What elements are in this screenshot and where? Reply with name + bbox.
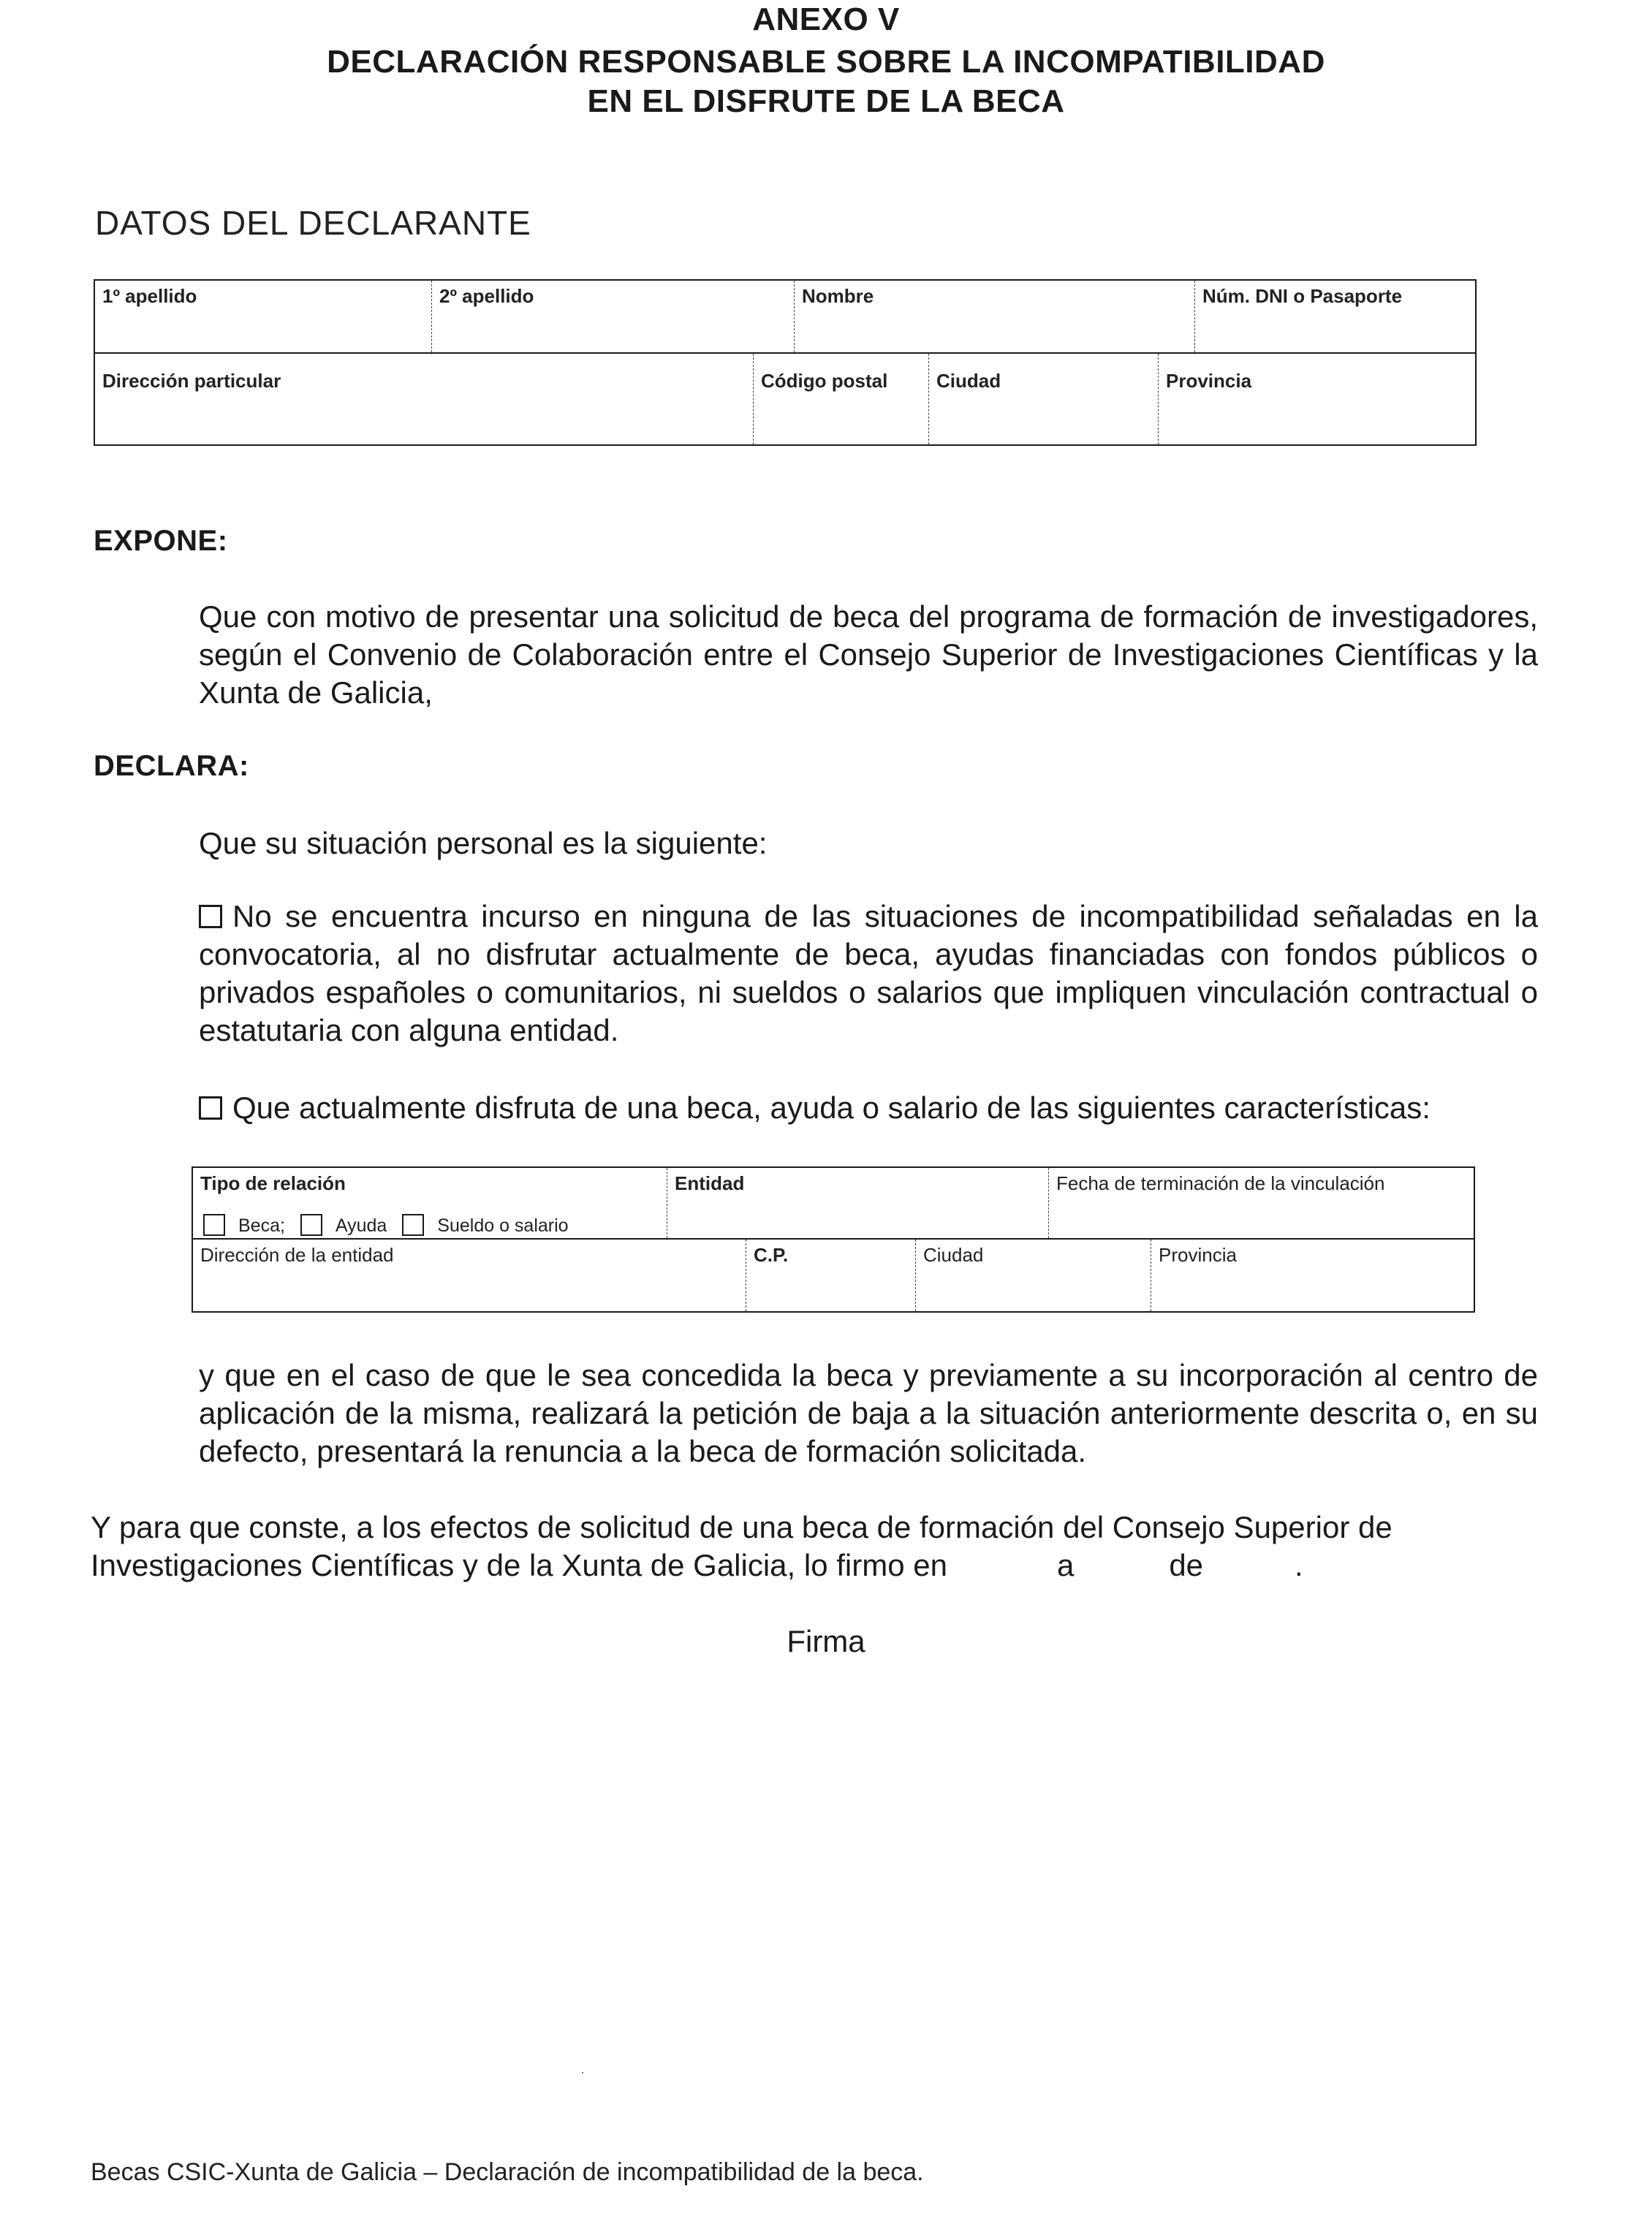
sueldo-label: Sueldo o salario	[437, 1215, 569, 1236]
option-no-incompatibility	[199, 898, 1538, 1050]
first-surname-label: 1º apellido	[102, 285, 197, 307]
declara-intro: Que su situación personal es la siguiente:	[199, 826, 768, 860]
postal-code-input[interactable]	[759, 414, 922, 440]
ayuda-checkbox[interactable]	[300, 1214, 322, 1236]
name-input[interactable]	[800, 322, 1189, 348]
city-input[interactable]	[935, 414, 1152, 440]
first-surname-input[interactable]	[101, 322, 425, 348]
city-label: Ciudad	[936, 370, 1001, 392]
cell-id-number[interactable]	[1194, 281, 1475, 352]
sueldo-checkbox[interactable]	[402, 1214, 424, 1236]
entity-province-label: Provincia	[1159, 1244, 1237, 1266]
declarant-row-2	[95, 354, 1475, 444]
option-current-grant	[199, 1089, 1538, 1127]
entity-postal-code-label: C.P.	[754, 1244, 789, 1266]
name-label: Nombre	[802, 285, 874, 307]
entity-label: Entidad	[675, 1172, 745, 1194]
cell-province[interactable]	[1158, 354, 1475, 444]
commitment-text: y que en el caso de que le sea concedida la beca y previamente a su incorporación al centro de aplicación de la misma, realizará la petición de baja a la situación anteriormente descrita o, en su defecto, presentará la renuncia a la beca de formación solicitada.	[199, 1358, 1538, 1468]
option-ayuda[interactable]	[300, 1215, 387, 1236]
relation-row-1	[193, 1168, 1474, 1240]
end-date-label: Fecha de terminación de la vinculación	[1056, 1172, 1385, 1194]
option-sueldo[interactable]	[402, 1215, 568, 1236]
entity-province-input[interactable]	[1157, 1280, 1468, 1307]
cell-entity-city[interactable]	[915, 1240, 1151, 1311]
cell-name[interactable]	[794, 281, 1194, 352]
cell-home-address[interactable]	[95, 354, 753, 444]
cell-end-date[interactable]	[1048, 1168, 1474, 1238]
declarant-table	[94, 279, 1477, 446]
entity-input[interactable]	[673, 1207, 1042, 1234]
home-address-label: Dirección particular	[102, 370, 281, 392]
cell-first-surname[interactable]	[95, 281, 431, 352]
entity-address-label: Dirección de la entidad	[200, 1244, 394, 1266]
current-grant-checkbox[interactable]	[199, 1096, 222, 1120]
beca-label: Beca;	[238, 1215, 285, 1236]
cell-entity-postal-code[interactable]	[746, 1240, 915, 1311]
expone-text: Que con motivo de presentar una solicitud de beca del programa de formación de investigadores, según el Convenio de Colaboración entre el Consejo Superior de Investigaciones Científicas y la Xunta de Galicia,	[199, 599, 1538, 710]
ayuda-label: Ayuda	[335, 1215, 387, 1236]
expone-heading: EXPONE:	[94, 525, 228, 557]
no-incompatibility-checkbox[interactable]	[199, 905, 222, 928]
current-grant-text: Que actualmente disfruta de una beca, ayuda o salario de las siguientes características:	[232, 1090, 1431, 1125]
id-number-label: Núm. DNI o Pasaporte	[1202, 285, 1403, 307]
closing-line2-prefix: Investigaciones Científicas y de la Xunta de Galicia, lo firmo en	[91, 1548, 947, 1582]
second-surname-input[interactable]	[438, 322, 788, 348]
relation-row-2	[193, 1240, 1474, 1311]
connector-a: a	[1056, 1548, 1075, 1582]
declarant-section-title: DATOS DEL DECLARANTE	[95, 204, 531, 242]
postal-code-label: Código postal	[761, 370, 888, 392]
relation-type-label: Tipo de relación	[200, 1172, 346, 1194]
cell-second-surname[interactable]	[431, 281, 794, 352]
entity-postal-code-input[interactable]	[752, 1280, 909, 1307]
declara-heading: DECLARA:	[94, 750, 249, 782]
second-surname-label: 2º apellido	[439, 285, 534, 307]
entity-address-input[interactable]	[199, 1280, 740, 1307]
closing-line1: Y para que conste, a los efectos de solicitud de una beca de formación del Consejo Superior de	[91, 1510, 1393, 1544]
cell-entity-province[interactable]	[1151, 1240, 1474, 1311]
beca-checkbox[interactable]	[203, 1214, 225, 1236]
cell-relation-type	[193, 1168, 667, 1238]
closing-statement	[91, 1509, 1538, 1585]
scan-artifact-dot	[582, 2072, 583, 2073]
cell-entity-address[interactable]	[193, 1240, 746, 1311]
declarant-row-1	[95, 281, 1475, 354]
connector-de: de	[1169, 1548, 1204, 1582]
annex-label: ANEXO V	[752, 1, 900, 37]
cell-entity[interactable]	[667, 1168, 1048, 1238]
no-incompatibility-text: No se encuentra incurso en ninguna de las situaciones de incompatibilidad señaladas en la convocatoria, al no disfrutar actualmente de beca, ayudas financiadas con fondos públicos o privados españoles o comunitarios, ni sueldos o salarios que impliquen vinculación contractual o estatutaria con alguna entidad.	[199, 899, 1538, 1047]
entity-city-label: Ciudad	[923, 1244, 984, 1266]
home-address-input[interactable]	[101, 414, 747, 440]
document-title-line2: EN EL DISFRUTE DE LA BECA	[587, 83, 1065, 119]
relation-type-options	[203, 1214, 579, 1237]
province-input[interactable]	[1164, 414, 1469, 440]
page-footer: Becas CSIC-Xunta de Galicia – Declaración de incompatibilidad de la beca.	[91, 2158, 924, 2186]
signature-label: Firma	[787, 1624, 865, 1658]
id-number-input[interactable]	[1201, 322, 1469, 348]
document-title-line1: DECLARACIÓN RESPONSABLE SOBRE LA INCOMPATIBILIDAD	[327, 44, 1325, 80]
cell-city[interactable]	[928, 354, 1158, 444]
closing-period: .	[1295, 1548, 1303, 1582]
option-beca[interactable]	[203, 1215, 285, 1236]
entity-city-input[interactable]	[922, 1280, 1145, 1307]
relation-table	[192, 1166, 1475, 1313]
end-date-input[interactable]	[1055, 1207, 1468, 1234]
province-label: Provincia	[1166, 370, 1252, 392]
cell-postal-code[interactable]	[753, 354, 928, 444]
